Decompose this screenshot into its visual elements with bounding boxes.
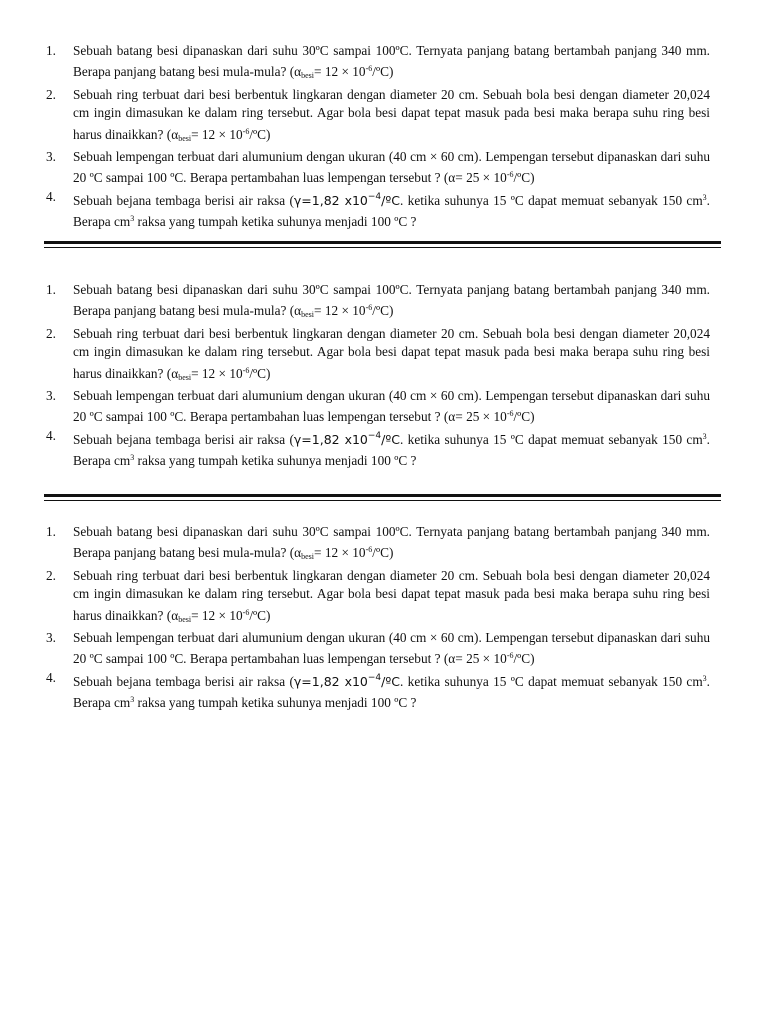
divider-thin-line [44,500,721,501]
question-2 [44,86,710,148]
question-number: 2. [46,86,56,102]
question-text: /ºC) [249,365,271,381]
question-text: /ºC) [372,303,394,319]
question-text: Sebuah batang besi dipanaskan dari suhu 30ºC sampai 100ºC. Ternyata panjang batang bertambah panjang 340 mm. Berapa panjang batang besi mula-mula? (α [73,524,710,561]
question-number: 2. [46,567,56,583]
question-number: 3. [46,630,56,646]
formula-base: γ=1,82 x10 [293,192,368,208]
question-list [44,523,710,713]
question-number: 2. [46,325,56,341]
exponent: 3 [130,695,135,705]
double-rule-divider [44,241,721,248]
question-text: = 12 × 10 [191,365,243,381]
question-list [44,42,710,232]
question-3 [44,148,710,188]
question-4 [44,669,710,713]
exponent: -6 [365,303,373,313]
exponent: -6 [242,607,250,617]
question-text: Sebuah lempengan terbuat dari alumunium dengan ukuran (40 cm × 60 cm). Lempengan tersebut dipanaskan dari suhu 20 ºC sampai 100 ºC. Berapa pertambahan luas lempengan tersebut ? (α= 25 × 10 [73,388,710,425]
question-3 [44,629,710,669]
question-4 [44,427,710,471]
question-text: Sebuah batang besi dipanaskan dari suhu 30ºC sampai 100ºC. Ternyata panjang batang bertambah panjang 340 mm. Berapa panjang batang besi mula-mula? (α [73,282,710,319]
formula-base: γ=1,82 x10 [293,431,368,447]
question-text: . Berapa cm [73,192,710,230]
exponent: -6 [506,170,514,180]
exponent: -6 [506,409,514,419]
exponent: -6 [242,365,250,375]
question-text: Sebuah lempengan terbuat dari alumunium dengan ukuran (40 cm × 60 cm). Lempengan tersebut dipanaskan dari suhu 20 ºC sampai 100 ºC. Berapa pertambahan luas lempengan tersebut ? (α= 25 × 10 [73,149,710,186]
alpha-subscript: besi [178,133,192,143]
question-text: /ºC) [372,545,394,561]
question-text: = 12 × 10 [191,126,243,142]
exponent: 3 [130,214,135,224]
question-text: raksa yang tumpah ketika suhunya menjadi 100 ºC ? [134,695,417,711]
question-number: 4. [46,188,56,204]
question-text: raksa yang tumpah ketika suhunya menjadi 100 ºC ? [134,214,417,230]
question-4 [44,188,710,232]
question-3 [44,387,710,427]
alpha-subscript: besi [301,71,315,81]
question-number: 1. [46,282,56,297]
gamma-formula [294,193,400,208]
question-text: /ºC) [513,651,535,667]
question-number: 1. [46,524,56,539]
divider-thin-line [44,247,721,248]
question-1 [44,281,710,325]
question-text: Sebuah bejana tembaga berisi air raksa ( [73,673,294,689]
question-text: . Berapa cm [73,673,710,711]
formula-base: γ=1,82 x10 [293,673,368,689]
question-text: /ºC) [513,409,535,425]
question-text: Sebuah lempengan terbuat dari alumunium dengan ukuran (40 cm × 60 cm). Lempengan tersebut dipanaskan dari suhu 20 ºC sampai 100 ºC. Berapa pertambahan luas lempengan tersebut ? (α= 25 × 10 [73,630,710,667]
question-text: . ketika suhunya 15 ºC dapat memuat sebanyak 150 cm [400,431,703,447]
gamma-formula [294,674,400,689]
question-text: Sebuah batang besi dipanaskan dari suhu 30ºC sampai 100ºC. Ternyata panjang batang bertambah panjang 340 mm. Berapa panjang batang besi mula-mula? (α [73,43,710,80]
question-number: 3. [46,388,56,404]
alpha-subscript: besi [178,372,192,382]
exponent: -6 [365,545,373,555]
question-text: = 12 × 10 [314,64,366,80]
question-block-2 [44,281,710,471]
exponent: -6 [506,651,514,661]
question-text: /ºC) [249,126,271,142]
exponent: 3 [702,673,707,683]
alpha-subscript: besi [301,310,315,320]
question-number: 3. [46,149,56,165]
exponent: −4 [367,672,382,683]
question-text: Sebuah ring terbuat dari besi berbentuk lingkaran dengan diameter 20 cm. Sebuah bola besi dengan diameter 20,024 cm ingin dimasukan ke dalam ring tersebut. Agar bola besi dapat tepat masuk pada besi maka berapa suhu ring besi harus dinaikkan? (α [73,567,710,623]
question-text: /ºC) [372,64,394,80]
gamma-formula [294,432,400,447]
formula-unit: /ºC [381,192,401,208]
question-text: . Berapa cm [73,431,710,469]
question-2 [44,325,710,387]
question-1 [44,42,710,86]
exponent: 3 [702,431,707,441]
question-text: /ºC) [249,607,271,623]
question-text: Sebuah bejana tembaga berisi air raksa ( [73,431,294,447]
question-text: Sebuah ring terbuat dari besi berbentuk lingkaran dengan diameter 20 cm. Sebuah bola besi dengan diameter 20,024 cm ingin dimasukan ke dalam ring tersebut. Agar bola besi dapat tepat masuk pada besi maka berapa suhu ring besi harus dinaikkan? (α [73,325,710,381]
double-rule-divider [44,494,721,501]
exponent: −4 [367,191,382,202]
question-text: = 12 × 10 [191,607,243,623]
question-text: = 12 × 10 [314,545,366,561]
question-number: 1. [46,43,56,58]
question-number: 4. [46,669,56,685]
question-list [44,281,710,471]
exponent: −4 [367,430,382,441]
formula-unit: /ºC [381,673,401,689]
question-number: 4. [46,427,56,443]
exponent: 3 [130,453,135,463]
question-1 [44,523,710,567]
question-text: . ketika suhunya 15 ºC dapat memuat sebanyak 150 cm [400,673,703,689]
question-block-3 [44,523,710,713]
formula-unit: /ºC [381,431,401,447]
question-text: = 12 × 10 [314,303,366,319]
question-2 [44,567,710,629]
alpha-subscript: besi [301,552,315,562]
exponent: 3 [702,192,707,202]
question-block-1 [44,42,710,232]
question-text: /ºC) [513,170,535,186]
exponent: -6 [242,126,250,136]
exponent: -6 [365,64,373,74]
question-text: Sebuah ring terbuat dari besi berbentuk lingkaran dengan diameter 20 cm. Sebuah bola besi dengan diameter 20,024 cm ingin dimasukan ke dalam ring tersebut. Agar bola besi dapat tepat masuk pada besi maka berapa suhu ring besi harus dinaikkan? (α [73,86,710,142]
question-text: Sebuah bejana tembaga berisi air raksa ( [73,192,294,208]
question-text: . ketika suhunya 15 ºC dapat memuat sebanyak 150 cm [400,192,703,208]
question-text: raksa yang tumpah ketika suhunya menjadi 100 ºC ? [134,453,417,469]
alpha-subscript: besi [178,614,192,624]
